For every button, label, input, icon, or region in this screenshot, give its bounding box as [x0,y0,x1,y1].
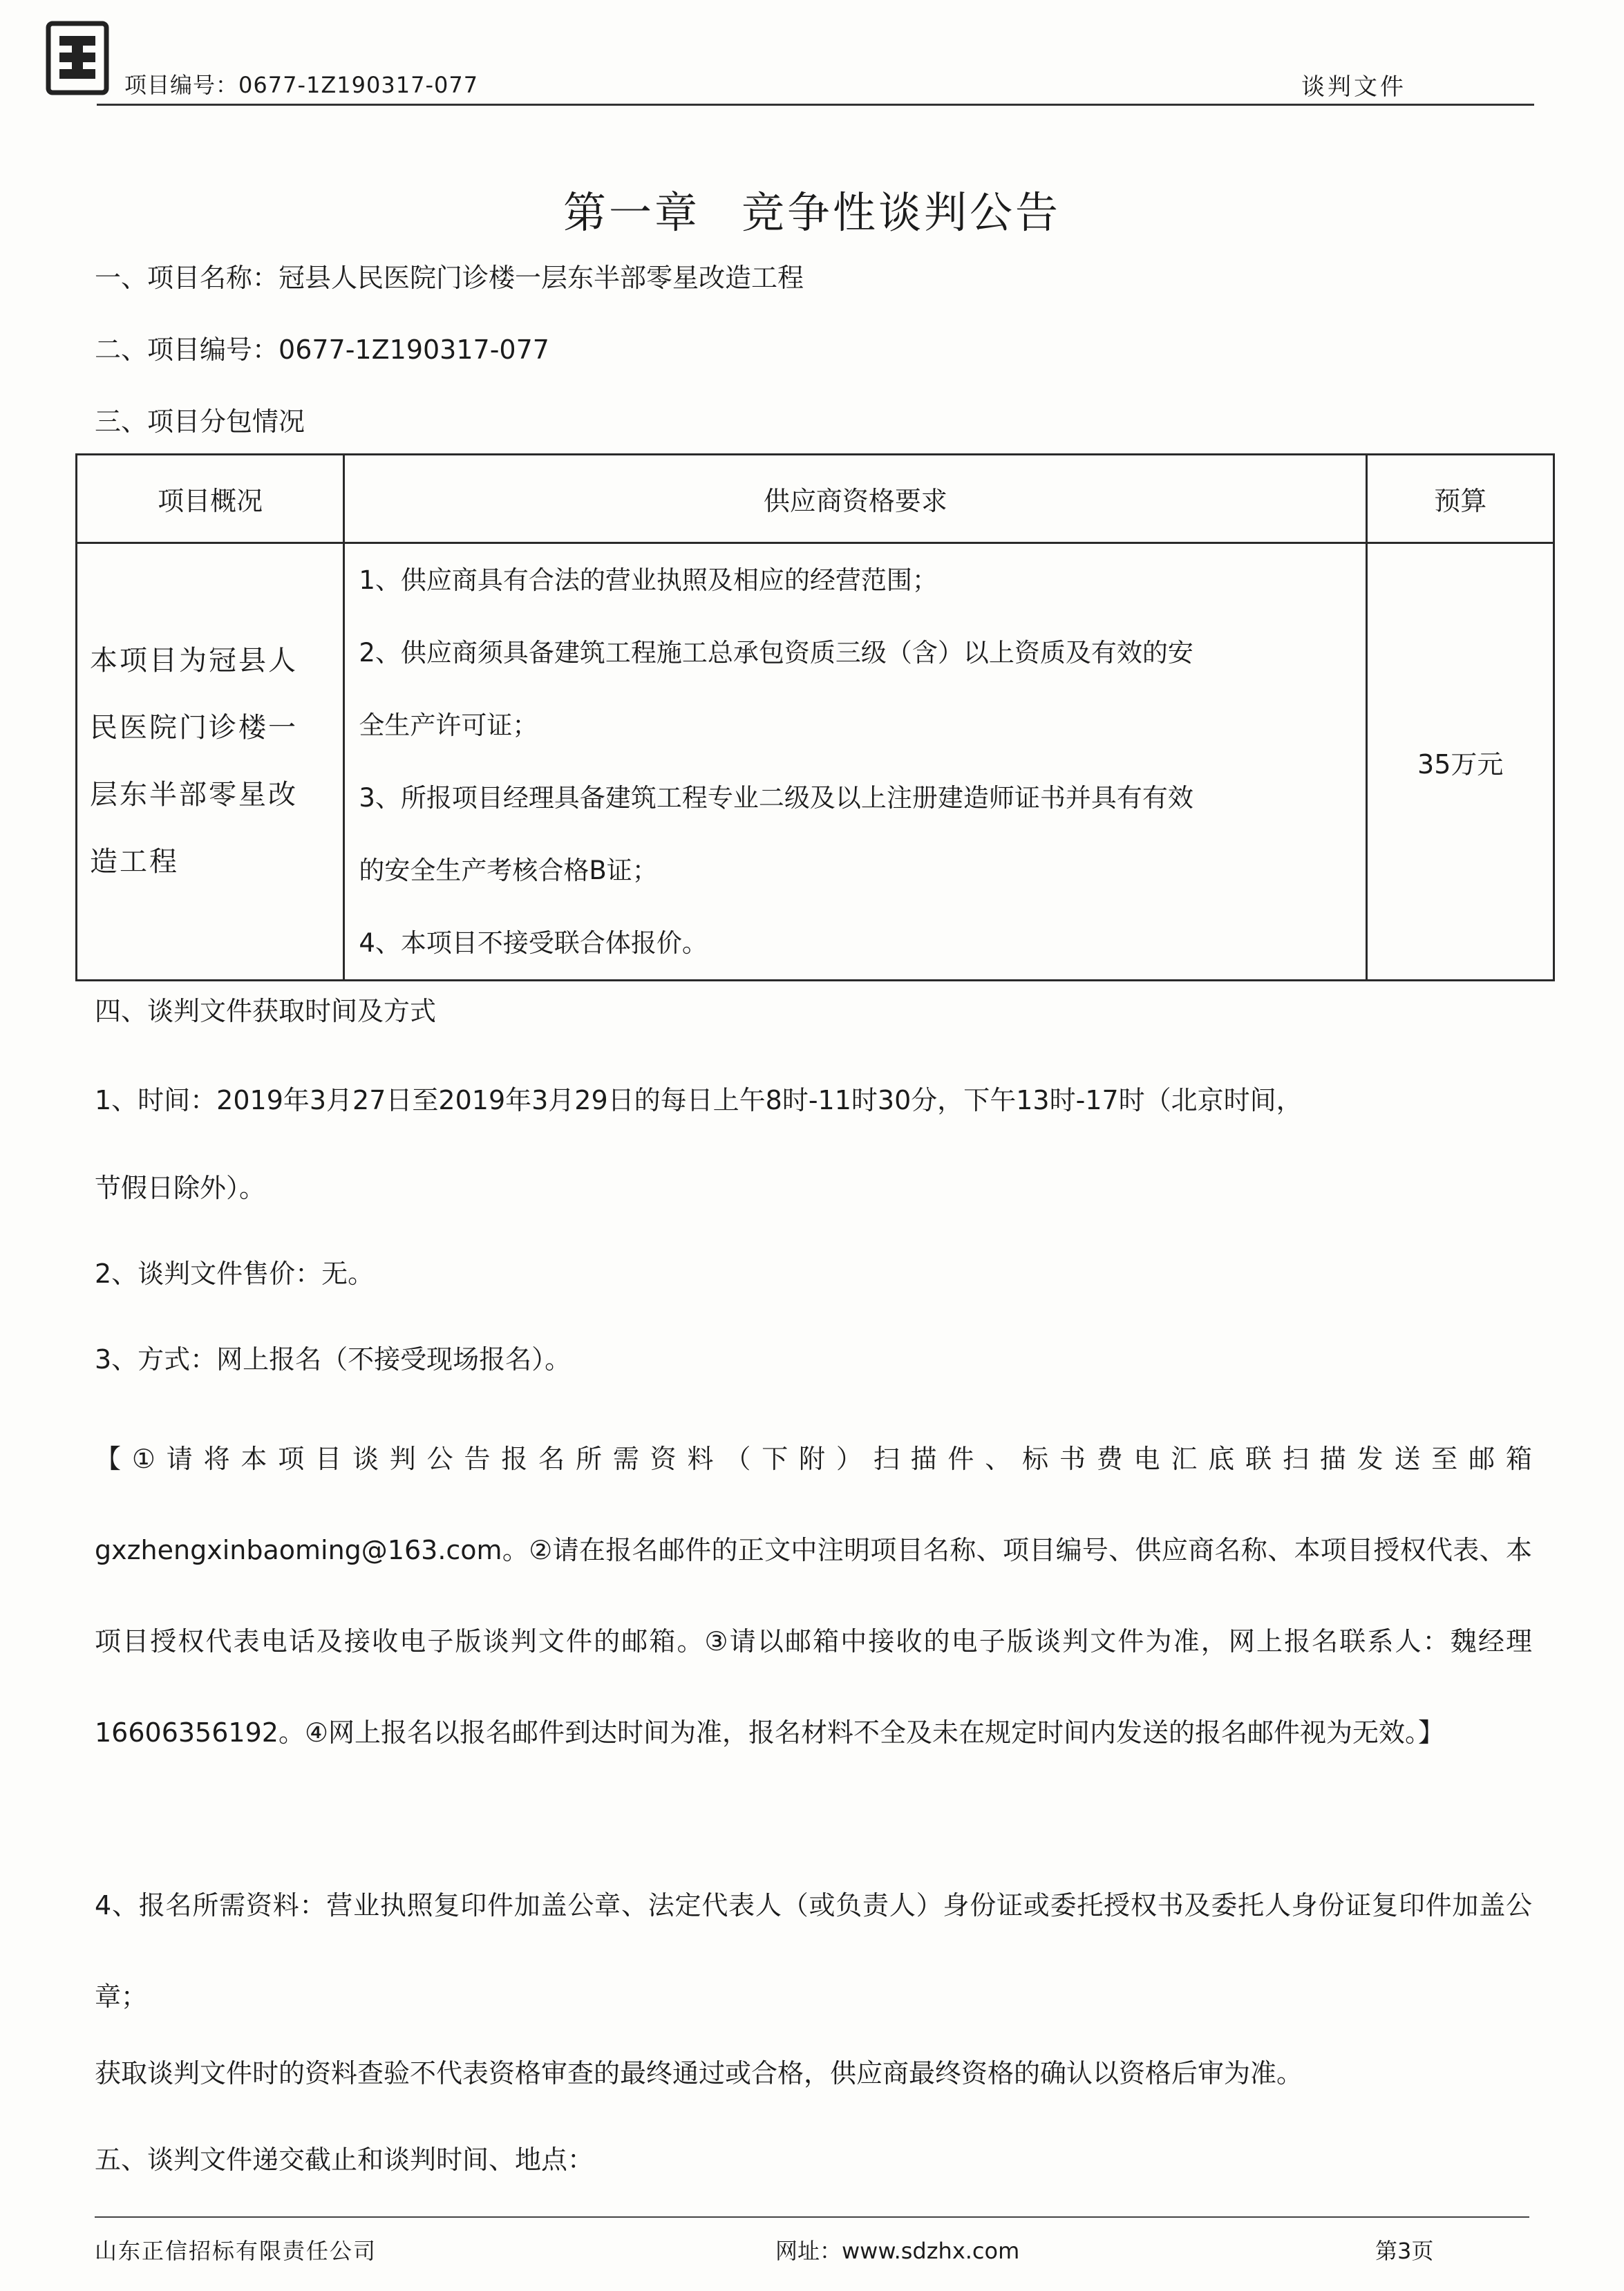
requirement-item: 的安全生产考核合格B证； [359,856,658,885]
acquisition-time-line: 1、时间：2019年3月27日至2019年3月29日的每日上午8时-11时30分，下午13时-17时（北京时间， [95,1085,1303,1115]
header-divider [97,104,1534,106]
package-table [75,453,1555,981]
requirement-item: 1、供应商具有合法的营业执照及相应的经营范围； [359,565,938,595]
required-materials: 4、报名所需资料：营业执照复印件加盖公章、法定代表人（或负责人）身份证或委托授权书及委托人身份证复印件加盖公章； [95,1890,1532,2012]
overview-cell: 本项目为冠县人 民医院门诊楼一 层东半部零星改 造工程 [77,543,344,981]
requirement-item: 2、供应商须具备建筑工程施工总承包资质三级（含）以上资质及有效的安 [359,638,1193,668]
column-header-budget: 预算 [1367,455,1554,543]
table-row [77,543,1554,981]
acquisition-heading: 四、谈判文件获取时间及方式 [95,996,437,1026]
footer-divider [95,2216,1529,2218]
header-document-type: 谈判文件 [1301,73,1406,101]
registration-method-line: 3、方式：网上报名（不接受现场报名）。 [95,1344,572,1375]
column-header-overview: 项目概况 [77,455,344,543]
company-logo [46,21,109,95]
project-number-line: 二、项目编号：0677-1Z190317-077 [95,334,549,365]
verification-note: 获取谈判文件时的资料查验不代表资格审查的最终通过或合格，供应商最终资格的确认以资格后审为准。 [95,2058,1303,2089]
project-name-line: 一、项目名称：冠县人民医院门诊楼一层东半部零星改造工程 [95,263,804,293]
registration-instructions: 【①请将本项目谈判公告报名所需资料（下附）扫描件、标书费电汇底联扫描发送至邮箱 gxzhengxinbaoming@163.com。②请在报名邮件的正文中注明项目名称、项目编号、供应商名称、本项目授权代表、本项目授权代表电话及接收电子版谈判文件的邮箱。③请以邮箱中接收的电子版谈判文件为准，网上报名联系人：魏经理 16606356192。④网上报名以报名邮件到达时间为准，报名材料不全及未在规定时间内发送的报名邮件视为无效。】 [95,1444,1532,1748]
column-header-requirements: 供应商资格要求 [344,455,1367,543]
acquisition-time-line-2: 节假日除外）。 [95,1173,266,1203]
requirements-cell [344,543,1367,981]
requirement-item: 全生产许可证； [359,710,538,740]
budget-cell: 35万元 [1367,543,1554,981]
footer-page-number: 第3页 [1375,2238,1434,2264]
page-title: 第一章 竞争性谈判公告 [563,187,1061,238]
package-heading: 三、项目分包情况 [95,406,305,437]
submission-heading: 五、谈判文件递交截止和谈判时间、地点： [95,2144,594,2175]
document-price-line: 2、谈判文件售价：无。 [95,1258,375,1289]
header-project-number: 项目编号：0677-1Z190317-077 [124,72,479,98]
footer-website: 网址：www.sdzhx.com [775,2238,1020,2264]
table-header-row [77,455,1554,543]
requirement-item: 4、本项目不接受联合体报价。 [359,928,708,958]
footer-company: 山东正信招标有限责任公司 [95,2238,377,2264]
requirement-item: 3、所报项目经理具备建筑工程专业二级及以上注册建造师证书并具有有效 [359,783,1193,813]
